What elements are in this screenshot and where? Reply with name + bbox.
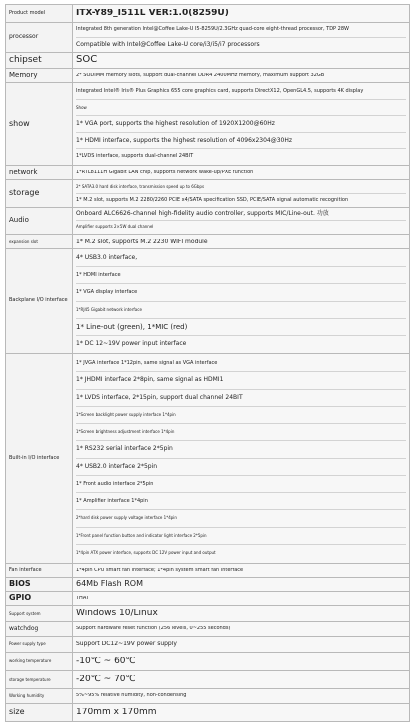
- spec-row: [6, 622, 410, 636]
- spec-value-line: Windows 10/Linux: [76, 609, 158, 619]
- spec-value-line: SOC: [76, 55, 98, 66]
- spec-label-cell: [6, 207, 73, 234]
- spec-row: [6, 52, 410, 68]
- spec-row: [6, 652, 410, 670]
- spec-label: network: [9, 168, 38, 177]
- spec-label-cell: [6, 592, 73, 606]
- spec-value-cell: [73, 166, 410, 180]
- spec-label-cell: [6, 622, 73, 636]
- spec-row: [6, 636, 410, 652]
- spec-label-cell: [6, 606, 73, 622]
- spec-value-line: 1* Line-out (green), 1*MIC (red): [76, 318, 406, 335]
- spec-value-line: Compatible with Intel@Coffee Lake-U core/i3/i5/i7 processors: [76, 37, 406, 52]
- spec-label: Built-in I/O interface: [9, 454, 60, 461]
- spec-label-cell: [6, 5, 73, 23]
- spec-row: [6, 207, 410, 234]
- spec-row: [6, 166, 410, 180]
- spec-value-line: ITX-Y89_I511L VER:1.0(8259U): [76, 8, 229, 18]
- spec-value-line: 1* DC 12~19V power input interface: [76, 335, 406, 352]
- spec-label: expansion slot: [9, 238, 38, 244]
- spec-table: [5, 4, 410, 722]
- spec-value-cell: [73, 577, 410, 591]
- spec-row: [6, 563, 410, 577]
- spec-value-cell: [73, 652, 410, 670]
- spec-row: [6, 23, 410, 52]
- spec-label: chipset: [9, 54, 42, 65]
- spec-value-line: 1* VGA display interface: [76, 283, 406, 300]
- spec-label: Memory: [9, 70, 38, 79]
- spec-value-line: 1* Amplifier interface 1*4pin: [76, 492, 406, 509]
- spec-value-line: 1* JVGA interface 1*12pin, same signal as VGA interface: [76, 360, 218, 367]
- spec-row: [6, 353, 410, 563]
- spec-label-cell: [6, 235, 73, 249]
- spec-value-line: Integrated Intel® Iris® Plus Graphics 655 core graphics card, supports DirectX12, OpenGL4.5, supports 4K display: [76, 87, 364, 94]
- spec-table-body: [6, 5, 410, 722]
- spec-value-line: 4* USB3.0 interface,: [76, 254, 138, 262]
- spec-label: GPIO: [9, 593, 32, 603]
- spec-row: [6, 68, 410, 82]
- spec-value-line: 1* Front audio interface 2*5pin: [76, 475, 406, 492]
- spec-value-cell: [73, 592, 410, 606]
- spec-value-line: Support hardware reset function (256 levels, 0~255 seconds): [76, 626, 231, 632]
- spec-value-cell: [73, 180, 410, 207]
- spec-row: [6, 703, 410, 721]
- spec-label: Fan interface: [9, 566, 42, 573]
- spec-value-line: 2* SATA3.0 hard disk interface, transmission speed up to 6Gbps: [76, 183, 205, 189]
- spec-value-line: Integrated 8th generation Intel@Coffee Lake-U I5-8259U/2.3GHz quad-core eight-thread processor, TDP 28W: [76, 26, 349, 33]
- spec-row: [6, 180, 410, 207]
- spec-value-line: 1*Screen backlight power supply interface 1*4pin: [76, 406, 406, 423]
- spec-value-line: 1*4pin CPU smart fan interface; 1*4pin system smart fan interface: [76, 567, 244, 573]
- spec-row: [6, 606, 410, 622]
- spec-value-cell: [73, 563, 410, 577]
- spec-label: show: [9, 118, 30, 128]
- spec-row: [6, 83, 410, 166]
- spec-value-cell: [73, 5, 410, 23]
- spec-value-line: Amplifier supports 2×5W dual channel: [76, 220, 406, 234]
- spec-value-line: 5%~95% relative humidity, non-condensing: [76, 693, 187, 699]
- spec-value-cell: [73, 636, 410, 652]
- spec-label: BIOS: [9, 579, 31, 589]
- spec-label: Support system: [9, 610, 41, 616]
- spec-label: Audio: [9, 216, 29, 225]
- spec-label: Backplane I/O interface: [9, 297, 68, 304]
- spec-value-line: 1* VGA port, supports the highest resolution of 1920X1200@60Hz: [76, 115, 406, 131]
- spec-label: Power supply type: [9, 641, 46, 647]
- spec-label: storage temperature: [9, 676, 51, 682]
- spec-value-line: 1*Front panel function button and indicator light interface 2*5pin: [76, 527, 406, 544]
- spec-label-cell: [6, 636, 73, 652]
- spec-value-cell: [73, 249, 410, 353]
- spec-row: [6, 577, 410, 591]
- spec-value-line: 1* M.2 slot, supports M.2 2230 WIFI module: [76, 238, 208, 245]
- spec-label-cell: [6, 577, 73, 591]
- spec-label: size: [9, 707, 25, 717]
- spec-value-cell: [73, 52, 410, 68]
- spec-value-line: 1* M.2 slot, supports M.2 2280/2260 PCIE x4/SATA specification SSD, PCIE/SATA signal automatic recognition: [76, 193, 406, 207]
- spec-label-cell: [6, 249, 73, 353]
- spec-value-cell: [73, 703, 410, 721]
- spec-label: Working humidity: [9, 692, 45, 698]
- spec-label-cell: [6, 68, 73, 82]
- spec-row: [6, 5, 410, 23]
- spec-label: storage: [9, 188, 40, 198]
- spec-value-cell: [73, 689, 410, 703]
- spec-value-cell: [73, 207, 410, 234]
- spec-row: [6, 249, 410, 353]
- spec-value-line: 1* HDMI interface: [76, 266, 406, 283]
- spec-label-cell: [6, 563, 73, 577]
- spec-value-line: 1*RJ45 Gigabit network interface: [76, 301, 406, 318]
- spec-label-cell: [6, 166, 73, 180]
- spec-value-line: Onboard ALC6626-channel high-fidelity audio controller, supports MIC/Line-out. 功放: [76, 209, 329, 217]
- spec-value-line: 170mm x 170mm: [76, 707, 157, 717]
- spec-value-cell: [73, 606, 410, 622]
- spec-value-line: 1* RS232 serial interface 2*5pin: [76, 440, 406, 457]
- spec-value-line: 4* USB2.0 interface 2*5pin: [76, 458, 406, 475]
- spec-value-line: 2* SODIMM memory slots, support dual-channel DDR4 2400MHz memory, maximum support 32GB: [76, 72, 325, 78]
- spec-label-cell: [6, 52, 73, 68]
- spec-value-line: 2*hard disk power supply voltage interface 1*4pin: [76, 509, 406, 526]
- spec-value-cell: [73, 23, 410, 52]
- spec-label-cell: [6, 689, 73, 703]
- spec-value-cell: [73, 353, 410, 563]
- spec-label: processor: [9, 33, 39, 41]
- spec-value-line: 1* JHDMI interface 2*8pin, same signal as HDMI1: [76, 371, 406, 388]
- spec-value-line: 1*Screen brightness adjustment interface 1*4pin: [76, 423, 406, 440]
- spec-value-cell: [73, 68, 410, 82]
- spec-label: working temperature: [9, 658, 52, 664]
- spec-value-cell: [73, 235, 410, 249]
- spec-label-cell: [6, 671, 73, 689]
- spec-label: Product model: [9, 10, 46, 16]
- spec-row: [6, 689, 410, 703]
- spec-value-line: THAT: [76, 596, 89, 602]
- spec-label-cell: [6, 703, 73, 721]
- spec-label: watchdog: [9, 624, 39, 632]
- spec-row: [6, 235, 410, 249]
- spec-value-line: -10℃ ~ 60℃: [76, 656, 136, 666]
- spec-label-cell: [6, 23, 73, 52]
- spec-label-cell: [6, 83, 73, 166]
- spec-value-cell: [73, 622, 410, 636]
- spec-label-cell: [6, 353, 73, 563]
- spec-value-cell: [73, 671, 410, 689]
- spec-value-line: -20℃ ~ 70℃: [76, 675, 136, 685]
- spec-value-line: 64Mb Flash ROM: [76, 580, 143, 589]
- spec-value-line: 1*4pin ATX power interface, supports DC 12V power input and output: [76, 544, 406, 561]
- spec-value-line: Support DC12~19V power supply: [76, 641, 177, 648]
- spec-value-cell: [73, 83, 410, 166]
- spec-value-line: 1* LVDS interface, 2*15pin, support dual channel 24BIT: [76, 389, 406, 406]
- spec-value-line: 1* HDMI interface, supports the highest resolution of 4096x2304@30Hz: [76, 132, 406, 148]
- spec-label-cell: [6, 180, 73, 207]
- spec-row: [6, 592, 410, 606]
- spec-row: [6, 671, 410, 689]
- spec-value-line: Show: [76, 99, 406, 115]
- spec-value-line: 1*LVDS interface, supports dual-channel 24BIT: [76, 148, 406, 164]
- spec-value-line: 1*RTL8111H Gigabit LAN chip, supports network wake-up/PXE function: [76, 170, 254, 176]
- spec-label-cell: [6, 652, 73, 670]
